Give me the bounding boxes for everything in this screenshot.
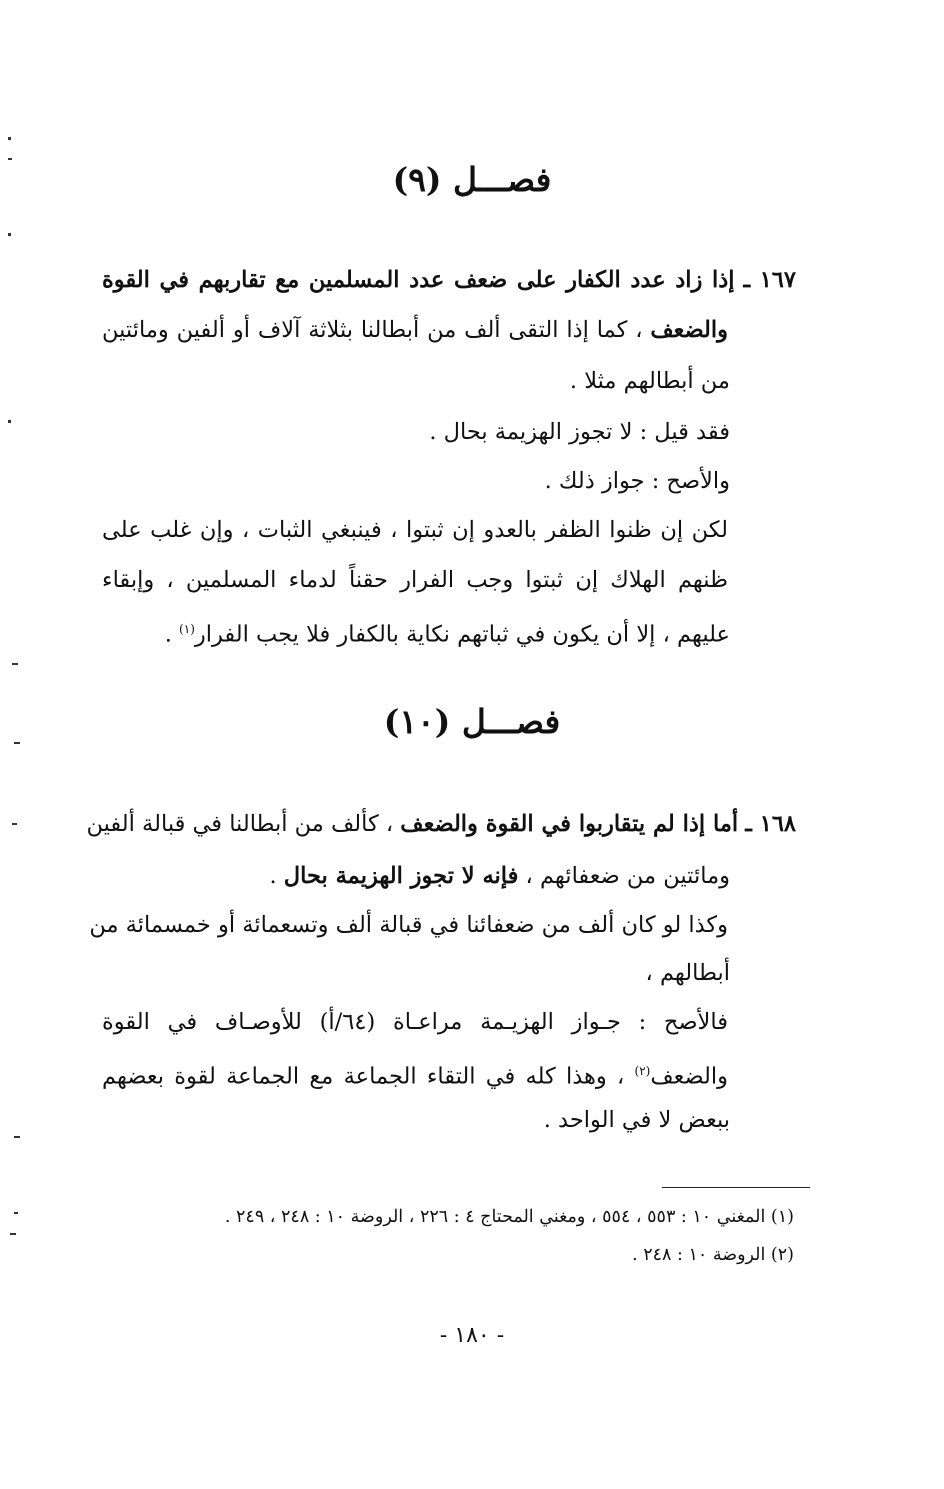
para-167-line-8: عليهم ، إلا أن يكون في ثباتهم نكاية بالكفار فلا يجب الفرار$^{(١)}$ . <box>164 621 730 648</box>
para-168-line-4: أبطالهم ، <box>645 960 730 986</box>
para-167-line-6: لكن إن ظنوا الظفر بالعدو إن ثبتوا ، فينبغي الثبات ، وإن غلب على <box>102 517 728 543</box>
footnote-separator <box>662 1187 810 1188</box>
scan-speck <box>8 420 11 423</box>
para-168-line-3: وكذا لو كان ألف من ضعفائنا في قبالة ألف وتسعمائة أو خمسمائة من <box>89 912 728 938</box>
para-168-line-1: ١٦٨ ـ أما إذا لم يتقاربوا في القوة والضعف ، كألف من أبطالنا في قبالة ألفين <box>86 811 796 837</box>
scan-speck <box>10 1233 16 1235</box>
para-167-line-2: والضعف ، كما إذا التقى ألف من أبطالنا بثلاثة آلاف أو ألفين ومائتين <box>102 317 728 343</box>
para-167-line-4: فقد قيل : لا تجوز الهزيمة بحال . <box>429 419 730 445</box>
para-168-line-2: ومائتين من ضعفائهم ، فإنه لا تجوز الهزيمة بحال . <box>269 863 730 889</box>
para-167-line-3: من أبطالهم مثلا . <box>569 368 730 394</box>
section-heading-9: فصـــل (٩) <box>392 160 552 199</box>
para-168-line-5: فالأصح : جـواز الهزيـمة مراعـاة (٦٤/أ) للأوصـاف في القوة <box>102 1009 728 1035</box>
scan-speck <box>8 158 12 160</box>
footnote-1: (١) المغني ١٠ : ٥٥٣ ، ٥٥٤ ، ومغني المحتاج ٤ : ٢٢٦ ، الروضة ١٠ : ٢٤٨ ، ٢٤٩ . <box>224 1207 794 1227</box>
scan-speck <box>14 1136 20 1138</box>
page-number: - ١٨٠ - <box>439 1323 505 1348</box>
para-167-line-5: والأصح : جواز ذلك . <box>544 468 730 494</box>
paragraph-number: ١٦٧ ـ <box>743 267 796 293</box>
scan-speck <box>12 663 18 665</box>
para-168-line-6: والضعف$^{(٢)}$ ، وهذا كله في التقاء الجماعة مع الجماعة لقوة بعضهم <box>102 1063 728 1090</box>
para-168-line-7: ببعض لا في الواحد . <box>543 1107 730 1133</box>
bold-ruling: إذا زاد عدد الكفار على ضعف عدد المسلمين مع تقاربهم في القوة <box>102 267 735 293</box>
paragraph-number: ١٦٨ ـ <box>745 811 796 837</box>
footnote-2: (٢) الروضة ١٠ : ٢٤٨ . <box>632 1245 794 1265</box>
scan-speck <box>12 823 17 825</box>
scan-speck <box>8 233 11 236</box>
scan-speck <box>14 1212 18 1214</box>
section-heading-10: فصـــل (١٠) <box>383 702 561 741</box>
footnote-ref-2[interactable]: (٢) <box>634 1064 651 1078</box>
scan-speck <box>8 137 11 140</box>
para-167-line-1 <box>102 265 796 295</box>
scan-speck <box>14 742 20 744</box>
footnote-ref-1[interactable]: (١) <box>179 622 195 636</box>
para-167-line-7: ظنهم الهلاك إن ثبتوا وجب الفرار حقناً لدماء المسلمين ، وإبقاء <box>102 567 728 593</box>
